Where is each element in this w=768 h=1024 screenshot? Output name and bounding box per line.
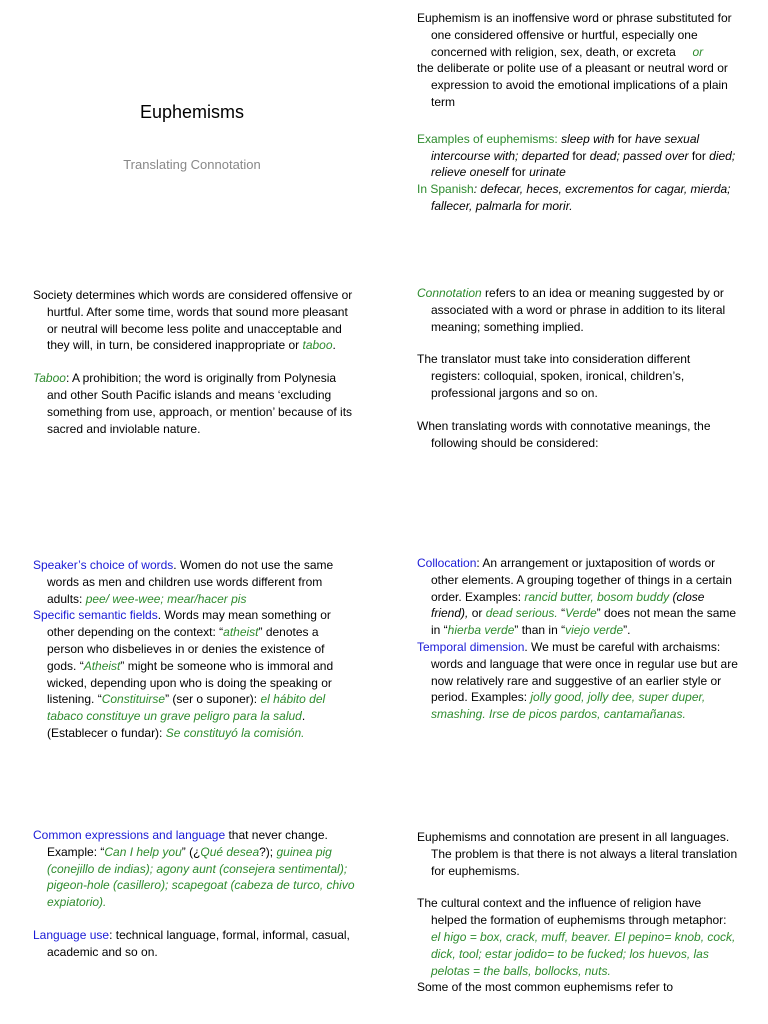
semantic-text: ” might be someone who is immoral and wicked, depending upon who is doing the speaking or listening. “ (47, 658, 334, 707)
verde-word: Verde (565, 606, 597, 621)
language-use-label: Language use (33, 927, 110, 942)
slide-collocation (417, 555, 739, 723)
present-in-all-languages-paragraph: Euphemisms and connotation are present in all languages. The problem is that there is not always a literal translation for euphemisms. (417, 830, 738, 878)
connotation-paragraph (417, 285, 739, 335)
collocation-gloss: (close friend), (431, 589, 705, 621)
common-euphemisms-paragraph: Some of the most common euphemisms refer to (417, 980, 674, 995)
taboo-text: : A prohibition; the word is originally from Polynesia and other South Pacific islands and means ‘excluding something from use, approach, or mention’ because of its sacred and inviolable nature. (47, 371, 353, 436)
semantic-fields-paragraph (33, 607, 357, 741)
example-term: sleep with (561, 131, 615, 146)
slide-speaker-choice (33, 557, 357, 742)
collocation-text: ” does not mean the same in “ (431, 606, 737, 638)
spanish-examples-paragraph (417, 181, 747, 215)
common-example: Can I help you (104, 844, 182, 859)
example-term: have sexual intercourse with; departed (431, 131, 700, 163)
common-text: that never change. Example: “ (47, 828, 328, 859)
examples-paragraph (417, 131, 747, 181)
common-text: ” (¿ (181, 844, 201, 859)
slide-connotation (417, 285, 739, 451)
examples-label: Examples of euphemisms: (417, 131, 562, 146)
connotation-label: Connotation (417, 286, 482, 300)
example-for: for (688, 148, 710, 163)
collocation-text: ”. (623, 623, 631, 638)
semantic-text: . (Establecer o fundar): (47, 709, 306, 740)
temporal-example: jolly good, jolly dee, super duper, smashing. Irse de picos pardos, cantamañanas. (431, 690, 706, 722)
semantic-text: . Words may mean something or other depending on the context: “ (47, 608, 331, 640)
common-expressions-paragraph (33, 827, 355, 911)
language-use-text: : technical language, formal, informal, casual, academic and so on. (47, 927, 350, 959)
example-term: died; relieve oneself (431, 148, 736, 180)
slide-subtitle: Translating Connotation (123, 157, 261, 172)
definition-paragraph-1 (417, 10, 747, 60)
semantic-text: ” denotes a person who disbelieves in or denies the existence of gods. “ (47, 625, 325, 673)
temporal-label: Temporal dimension (417, 639, 525, 654)
temporal-paragraph (417, 639, 739, 723)
common-text: ?); (259, 844, 277, 859)
speaker-choice-example: pee/ wee-wee; mear/hacer pis (85, 591, 247, 606)
slide-society (33, 287, 355, 437)
period: . (332, 338, 336, 353)
semantic-fields-label: Specific semantic fields (33, 608, 158, 623)
temporal-text: . We must be careful with archaisms: words and language that were once in regular use but are now relatively rare and suggestive of an earlier style or period. Examples: (431, 639, 738, 705)
hierba-verde-phrase: hierba verde (447, 623, 515, 638)
definition-paragraph-2: the deliberate or polite use of a pleasant or neutral word or expression to avoid the emotional implications of a plain term (417, 61, 728, 109)
taboo-paragraph (33, 370, 355, 437)
slide-cultural-context (417, 829, 739, 996)
example-for: for (614, 131, 636, 146)
spanish-text: : defecar, heces, excrementos for cagar, mierda; fallecer, palmarla for morir. (431, 182, 731, 213)
atheist-word: Atheist (83, 658, 121, 673)
society-text: Society determines which words are considered offensive or hurtful. After some time, words that sound more pleasant or neutral will become less polite and unacceptable and they will, in turn, be considered inappropriate or (33, 288, 353, 353)
slide-definition (417, 10, 747, 215)
semantic-text: ” (ser o suponer): (165, 692, 261, 707)
language-use-paragraph (33, 927, 355, 961)
speaker-choice-label: Speaker’s choice of words (33, 558, 174, 572)
or-word: or (692, 44, 704, 59)
example-for: for (508, 165, 530, 180)
speaker-choice-paragraph (33, 557, 357, 607)
cultural-text: The cultural context and the influence of religion have helped the formation of euphemisms through metaphor: (417, 896, 727, 928)
taboo-label: Taboo (33, 371, 66, 386)
collocation-example: dead serious. (485, 606, 558, 621)
cultural-example: el higo = box, crack, muff, beaver. El pepino= knob, cock, dick, tool; estar jodido= to be fucked; los huevos, las pelotas = the balls, bollocks, nuts. (431, 929, 736, 978)
society-paragraph (33, 287, 355, 354)
collocation-text: ” than in “ (514, 623, 566, 638)
common-example: Qué desea (200, 844, 260, 859)
speaker-choice-text: . Women do not use the same words as men and children use words different from adults: (47, 558, 334, 606)
collocation-label: Collocation (417, 556, 477, 570)
spanish-label: In Spanish (417, 182, 474, 197)
common-example: guinea pig (conejillo de indias); agony aunt (consejera sentimental); pigeon-hole (casillero); scapegoat (cabeza de turco, chivo expiatorio). (47, 844, 355, 910)
constituirse-word: Constituirse (101, 692, 166, 707)
example-term: dead; passed over (589, 148, 689, 163)
collocation-text: or (468, 606, 486, 621)
taboo-word: taboo (302, 338, 333, 353)
collocation-example: rancid butter, bosom buddy (524, 589, 670, 604)
collocation-paragraph (417, 555, 739, 639)
example-term: urinate (529, 165, 566, 180)
common-expressions-label: Common expressions and language (33, 828, 226, 842)
definition-text: Euphemism is an inoffensive word or phrase substituted for one considered offensive or hurtful, especially one concerned with religion, sex, death, or excreta (417, 11, 732, 59)
viejo-verde-phrase: viejo verde (565, 623, 624, 638)
cultural-context-paragraph (417, 895, 739, 979)
considerations-paragraph: When translating words with connotative meanings, the following should be considered: (417, 418, 711, 450)
collocation-text: : An arrangement or juxtaposition of words or other elements. A grouping together of things in a certain order. Examples: (431, 556, 732, 604)
example-for: for (569, 148, 590, 163)
slide-title: Euphemisms (139, 102, 245, 122)
slide-common-expressions (33, 827, 355, 961)
semantic-example: Se constituyó la comisión. (165, 725, 305, 740)
registers-paragraph: The translator must take into consideration different registers: colloquial, spoken, ironical, children’s, professional jargons and so on. (417, 352, 691, 400)
connotation-text: refers to an idea or meaning suggested by or associated with a word or phrase in addition to its literal meaning; something implied. (431, 286, 726, 334)
atheist-word: atheist (223, 625, 259, 640)
collocation-text: “ (557, 606, 566, 621)
semantic-example: el hábito del tabaco constituye un grave peligro para la salud (47, 692, 326, 724)
